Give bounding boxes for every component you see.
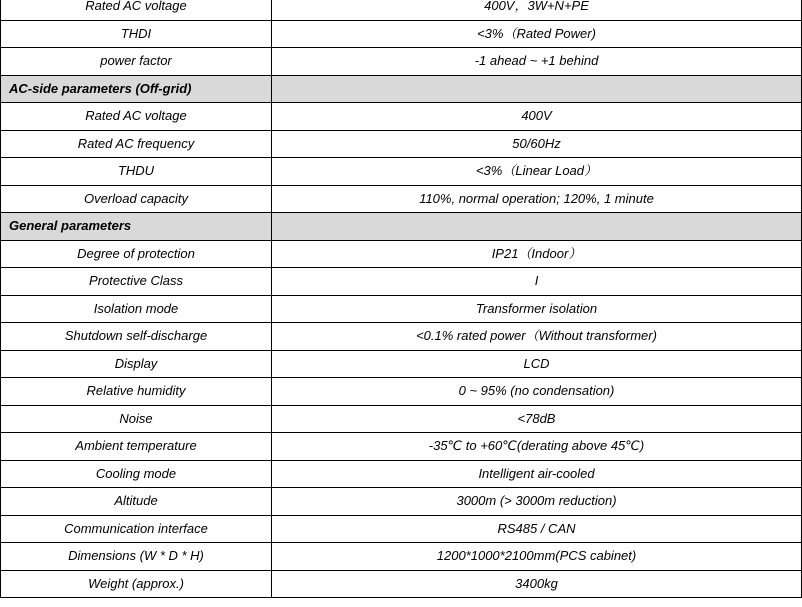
table-row: [1, 433, 802, 461]
table-row: [1, 268, 802, 296]
table-row: [1, 20, 802, 48]
section-header-empty-cell: [272, 213, 802, 241]
param-value: 50/60Hz: [272, 130, 802, 158]
section-header-empty-cell: [272, 75, 802, 103]
param-value: LCD: [272, 350, 802, 378]
table-row: [1, 0, 802, 20]
table-row: [1, 103, 802, 131]
param-label: Relative humidity: [1, 378, 272, 406]
table-row: [1, 48, 802, 76]
param-label: Noise: [1, 405, 272, 433]
param-label: THDI: [1, 20, 272, 48]
param-label: Overload capacity: [1, 185, 272, 213]
param-label: Rated AC voltage: [1, 0, 272, 20]
table-row: [1, 350, 802, 378]
param-value: 1200*1000*2100mm(PCS cabinet): [272, 543, 802, 571]
param-label: Rated AC frequency: [1, 130, 272, 158]
param-value: I: [272, 268, 802, 296]
table-row: [1, 295, 802, 323]
param-value: <3%（Linear Load）: [272, 158, 802, 186]
param-label: Display: [1, 350, 272, 378]
param-label: Communication interface: [1, 515, 272, 543]
param-value: Intelligent air-cooled: [272, 460, 802, 488]
param-label: Shutdown self-discharge: [1, 323, 272, 351]
param-label: power factor: [1, 48, 272, 76]
param-label: Degree of protection: [1, 240, 272, 268]
table-row: [1, 488, 802, 516]
table-row: [1, 240, 802, 268]
table-row: [1, 405, 802, 433]
section-title: General parameters: [1, 213, 272, 241]
param-label: Weight (approx.): [1, 570, 272, 598]
param-value: <78dB: [272, 405, 802, 433]
param-value: RS485 / CAN: [272, 515, 802, 543]
table-row: [1, 185, 802, 213]
section-header-row: [1, 75, 802, 103]
table-row: [1, 570, 802, 598]
table-row: [1, 323, 802, 351]
table-row: [1, 543, 802, 571]
param-value: 110%, normal operation; 120%, 1 minute: [272, 185, 802, 213]
table-row: [1, 130, 802, 158]
param-value: IP21（Indoor）: [272, 240, 802, 268]
param-label: Protective Class: [1, 268, 272, 296]
param-value: <3%（Rated Power): [272, 20, 802, 48]
param-value: <0.1% rated power（Without transformer): [272, 323, 802, 351]
param-label: Dimensions (W * D * H): [1, 543, 272, 571]
table-row: [1, 158, 802, 186]
param-value: Transformer isolation: [272, 295, 802, 323]
param-value: 400V: [272, 103, 802, 131]
param-label: Isolation mode: [1, 295, 272, 323]
param-value: 400V，3W+N+PE: [272, 0, 802, 20]
section-title: AC-side parameters (Off-grid): [1, 75, 272, 103]
param-label: Ambient temperature: [1, 433, 272, 461]
param-label: Rated AC voltage: [1, 103, 272, 131]
param-label: Cooling mode: [1, 460, 272, 488]
param-label: Altitude: [1, 488, 272, 516]
param-value: 3400kg: [272, 570, 802, 598]
param-value: 0 ~ 95% (no condensation): [272, 378, 802, 406]
param-value: -35℃ to +60℃(derating above 45℃): [272, 433, 802, 461]
param-value: -1 ahead ~ +1 behind: [272, 48, 802, 76]
table-row: [1, 515, 802, 543]
param-value: 3000m (> 3000m reduction): [272, 488, 802, 516]
spec-table-body: [1, 0, 802, 598]
table-row: [1, 378, 802, 406]
section-header-row: [1, 213, 802, 241]
param-label: THDU: [1, 158, 272, 186]
table-row: [1, 460, 802, 488]
